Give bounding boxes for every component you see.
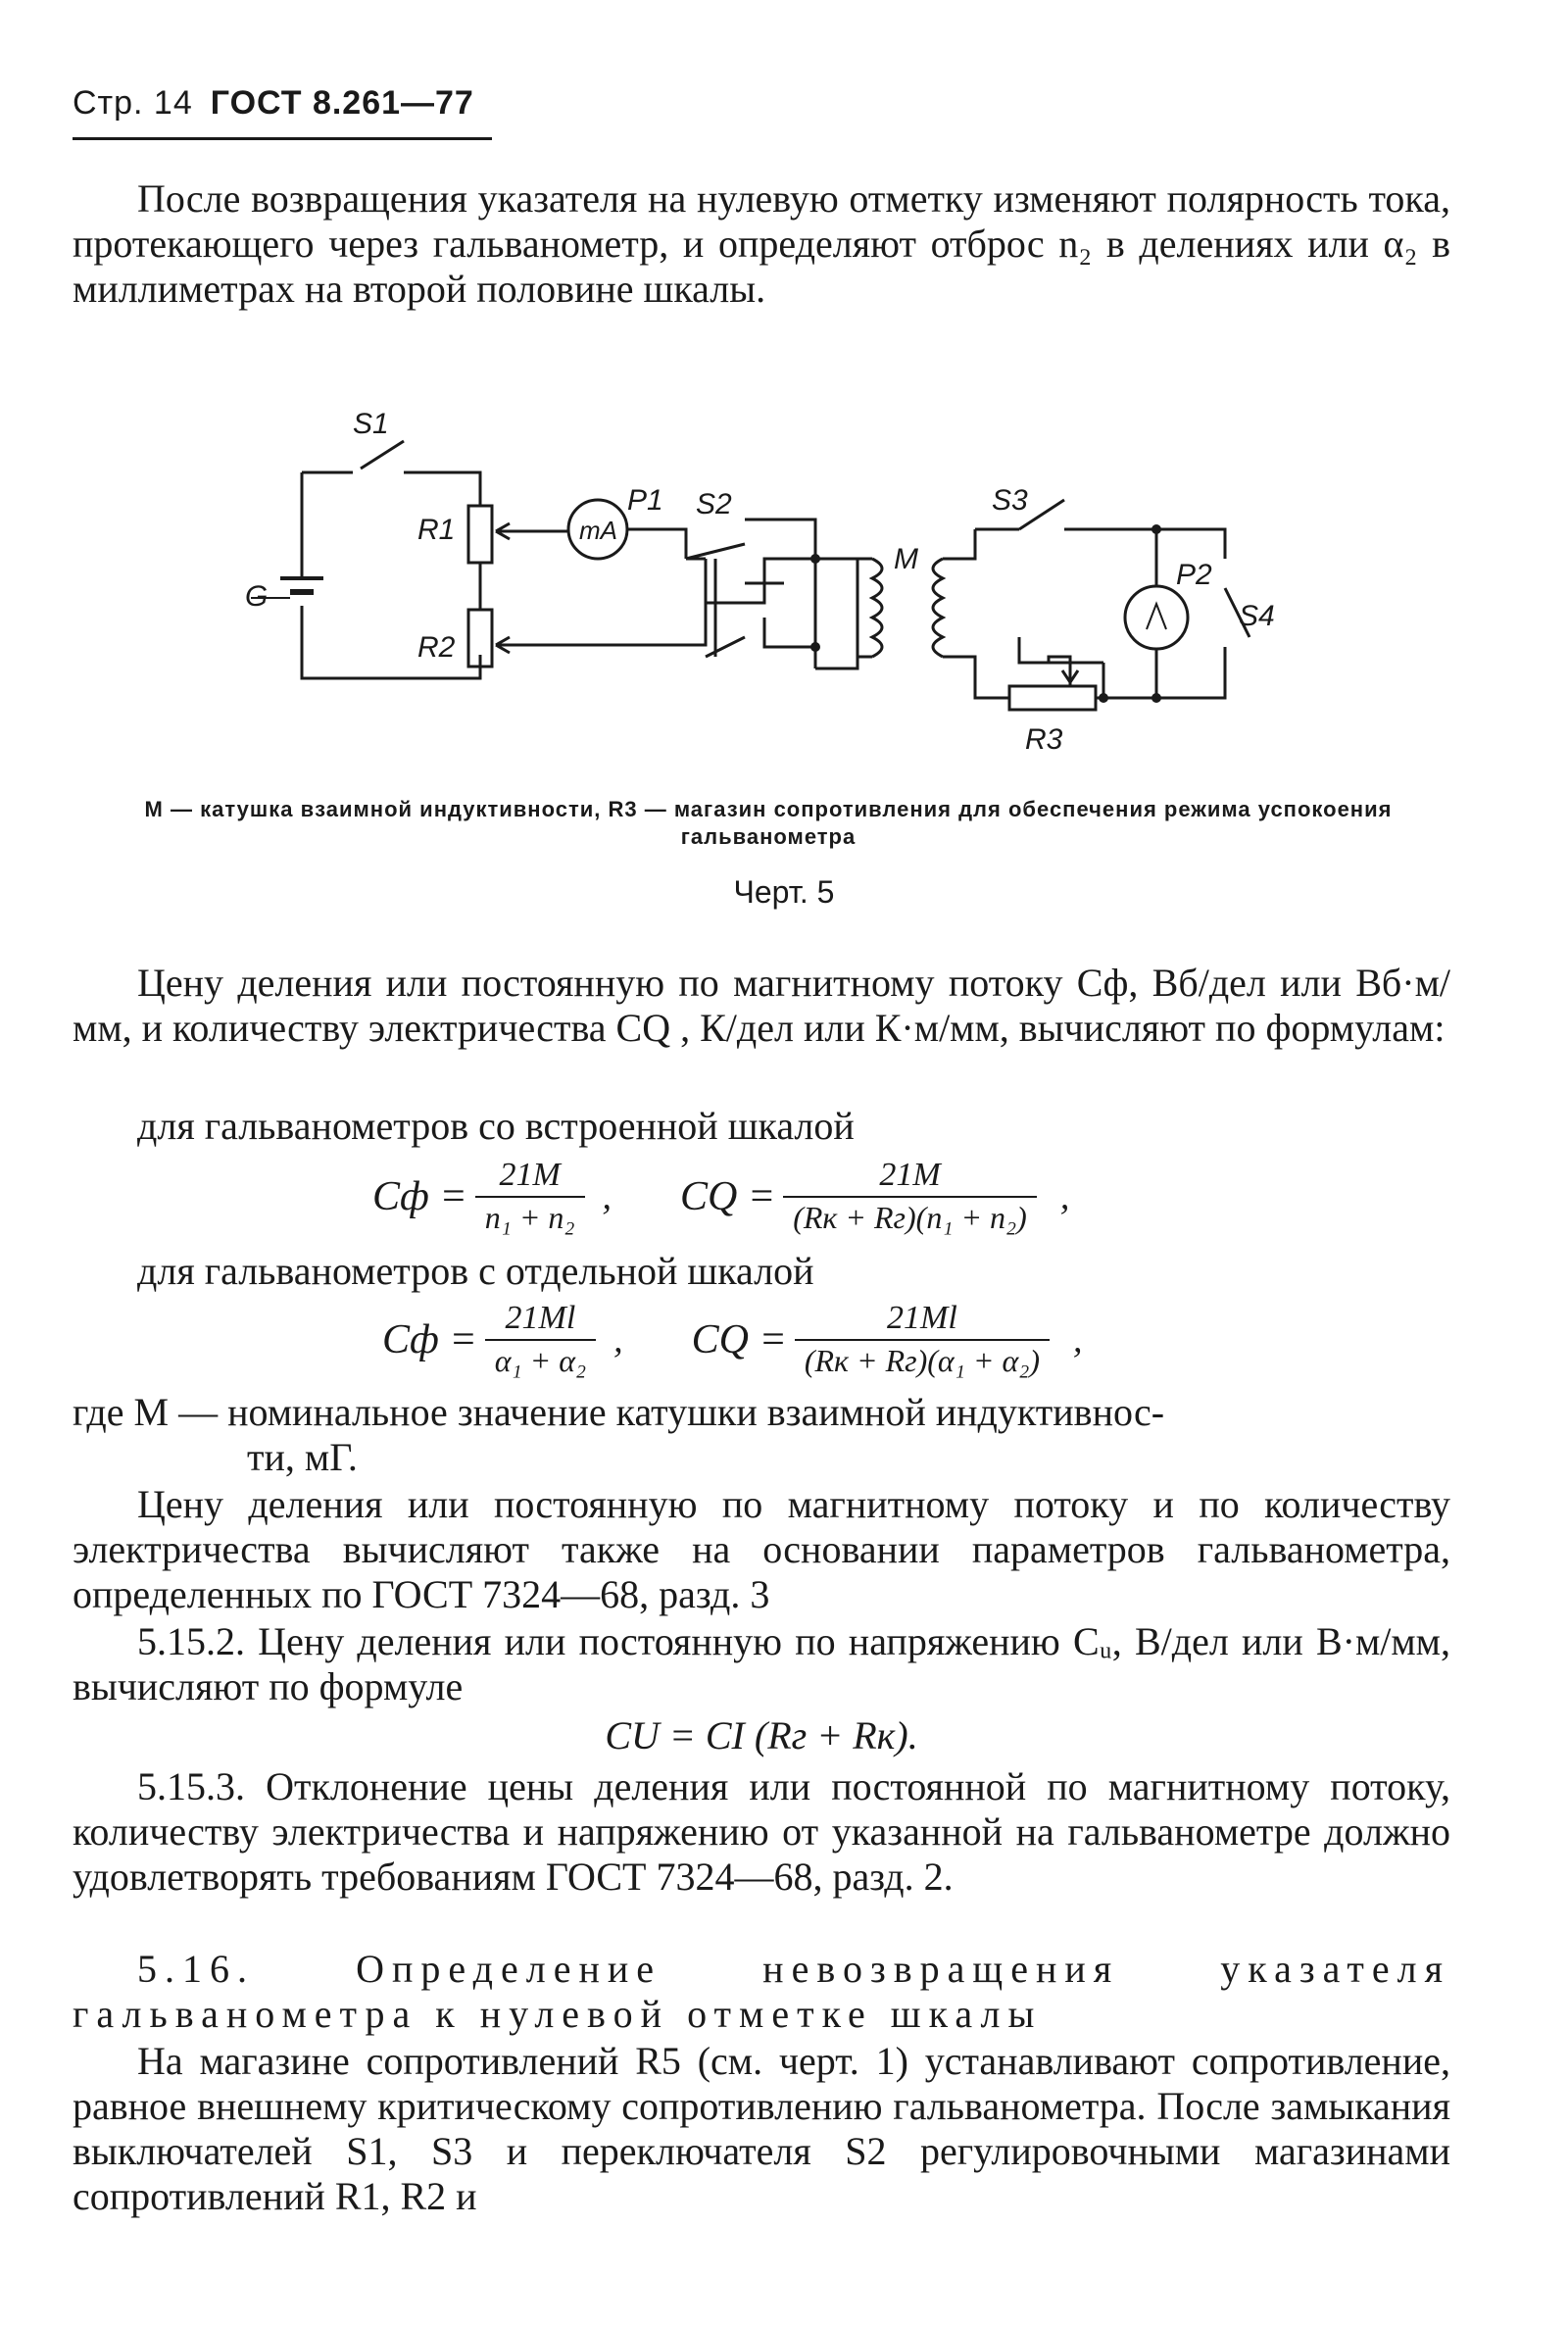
para-price: Цену деления или постоянную по магнитному потоку Сф, Вб/дел или Вб·м/мм, и количеству электричества CQ , К/дел или К·м/мм, вычисляют по формулам: (73, 961, 1450, 1050)
formula1-den2: (Rк + Rг)(n₁ + n₂) (783, 1196, 1037, 1236)
standard-number: ГОСТ 8.261—77 (210, 84, 474, 122)
formula1-frac2 (783, 1157, 1037, 1236)
where-line-1: где M — номинальное значение катушки взаимной индуктивнос- (73, 1390, 1165, 1434)
formula1-num1: 21M (499, 1157, 561, 1193)
formula-builtin (372, 1157, 1069, 1236)
formula1-lhs2: CQ = (680, 1173, 776, 1219)
formula1-end: , (1059, 1175, 1070, 1217)
formula2-end: , (1073, 1318, 1083, 1361)
where-line-2: ти, мГ. (247, 1435, 358, 1479)
label-m: M (894, 543, 918, 575)
label-r3: R3 (1025, 723, 1063, 756)
page-header (73, 84, 474, 123)
formula1-sep: , (602, 1175, 612, 1217)
formula1-lhs1: Cф = (372, 1173, 467, 1219)
formula2-lhs1: Cф = (382, 1316, 477, 1362)
label-s3: S3 (992, 484, 1028, 517)
section-5-16-heading: 5.16. Определение невозвращения указателя гальванометра к нулевой отметке шкалы (73, 1947, 1450, 2036)
formula2-sep: , (613, 1318, 623, 1361)
label-p2: P2 (1176, 559, 1212, 591)
label-r2: R2 (417, 631, 456, 664)
para-also: Цену деления или постоянную по магнитному потоку и по количеству электричества вычисляют также на основании параметров гальванометра, определенных по ГОСТ 7324—68, разд. 3 (73, 1482, 1450, 1616)
para-last: На магазине сопротивлений R5 (см. черт. 1) устанавливают сопротивление, равное внешнему критическому сопротивлению гальванометра. После замыкания выключателей S1, S3 и переключателя S2 регулировочными магазинами сопротивлений R1, R2 и (73, 2039, 1450, 2218)
para-5-15-3: 5.15.3. Отклонение цены деления или постоянной по магнитному потоку, количеству электричества и напряжению от указанной на гальванометре должно удовлетворять требованиям ГОСТ 7324—68, разд. 2. (73, 1764, 1450, 1899)
formula1-frac1 (475, 1157, 585, 1236)
formula2-frac1 (485, 1300, 596, 1379)
label-r1: R1 (417, 514, 456, 546)
label-g: G (245, 580, 269, 613)
formula2-den2: (Rк + Rг)(α₁ + α₂) (795, 1339, 1050, 1379)
page-number: Стр. 14 (73, 84, 193, 122)
formula2-lhs2: CQ = (691, 1316, 787, 1362)
para-5-15-2: 5.15.2. Цену деления или постоянную по напряжению Cᵤ, В/дел или В·м/мм, вычисляют по формуле (73, 1619, 1450, 1708)
formula2-num1: 21Ml (505, 1300, 576, 1336)
line-builtin-scale: для гальванометров со встроенной шкалой (137, 1104, 855, 1148)
label-s1: S1 (353, 412, 389, 440)
figure-label: Черт. 5 (733, 874, 835, 910)
formula1-num2: 21M (879, 1157, 941, 1193)
label-ma: mA (579, 516, 617, 545)
circuit-diagram (0, 412, 1568, 765)
formula2-frac2 (795, 1300, 1050, 1379)
formula2-den1: α₁ + α₂ (485, 1339, 596, 1379)
intro-paragraph: После возвращения указателя на нулевую отметку изменяют полярность тока, протекающего через гальванометр, и определяют отброс n₂ в делениях или α₂ в миллиметрах на второй половине шкалы. (73, 176, 1450, 311)
formula-voltage: CU = CI (Rг + Rк). (605, 1713, 918, 1757)
formula1-den1: n₁ + n₂ (475, 1196, 585, 1236)
label-s4: S4 (1239, 600, 1275, 632)
label-s2: S2 (696, 488, 732, 520)
label-p1: P1 (627, 484, 663, 517)
line-separate-scale: для гальванометров с отдельной шкалой (137, 1249, 814, 1293)
figure-caption: М — катушка взаимной индуктивности, R3 — магазин сопротивления для обеспечения режима успокоения гальванометра (144, 797, 1393, 849)
formula-separate (382, 1300, 1083, 1379)
header-rule (73, 137, 492, 140)
formula2-num2: 21Ml (887, 1300, 957, 1336)
